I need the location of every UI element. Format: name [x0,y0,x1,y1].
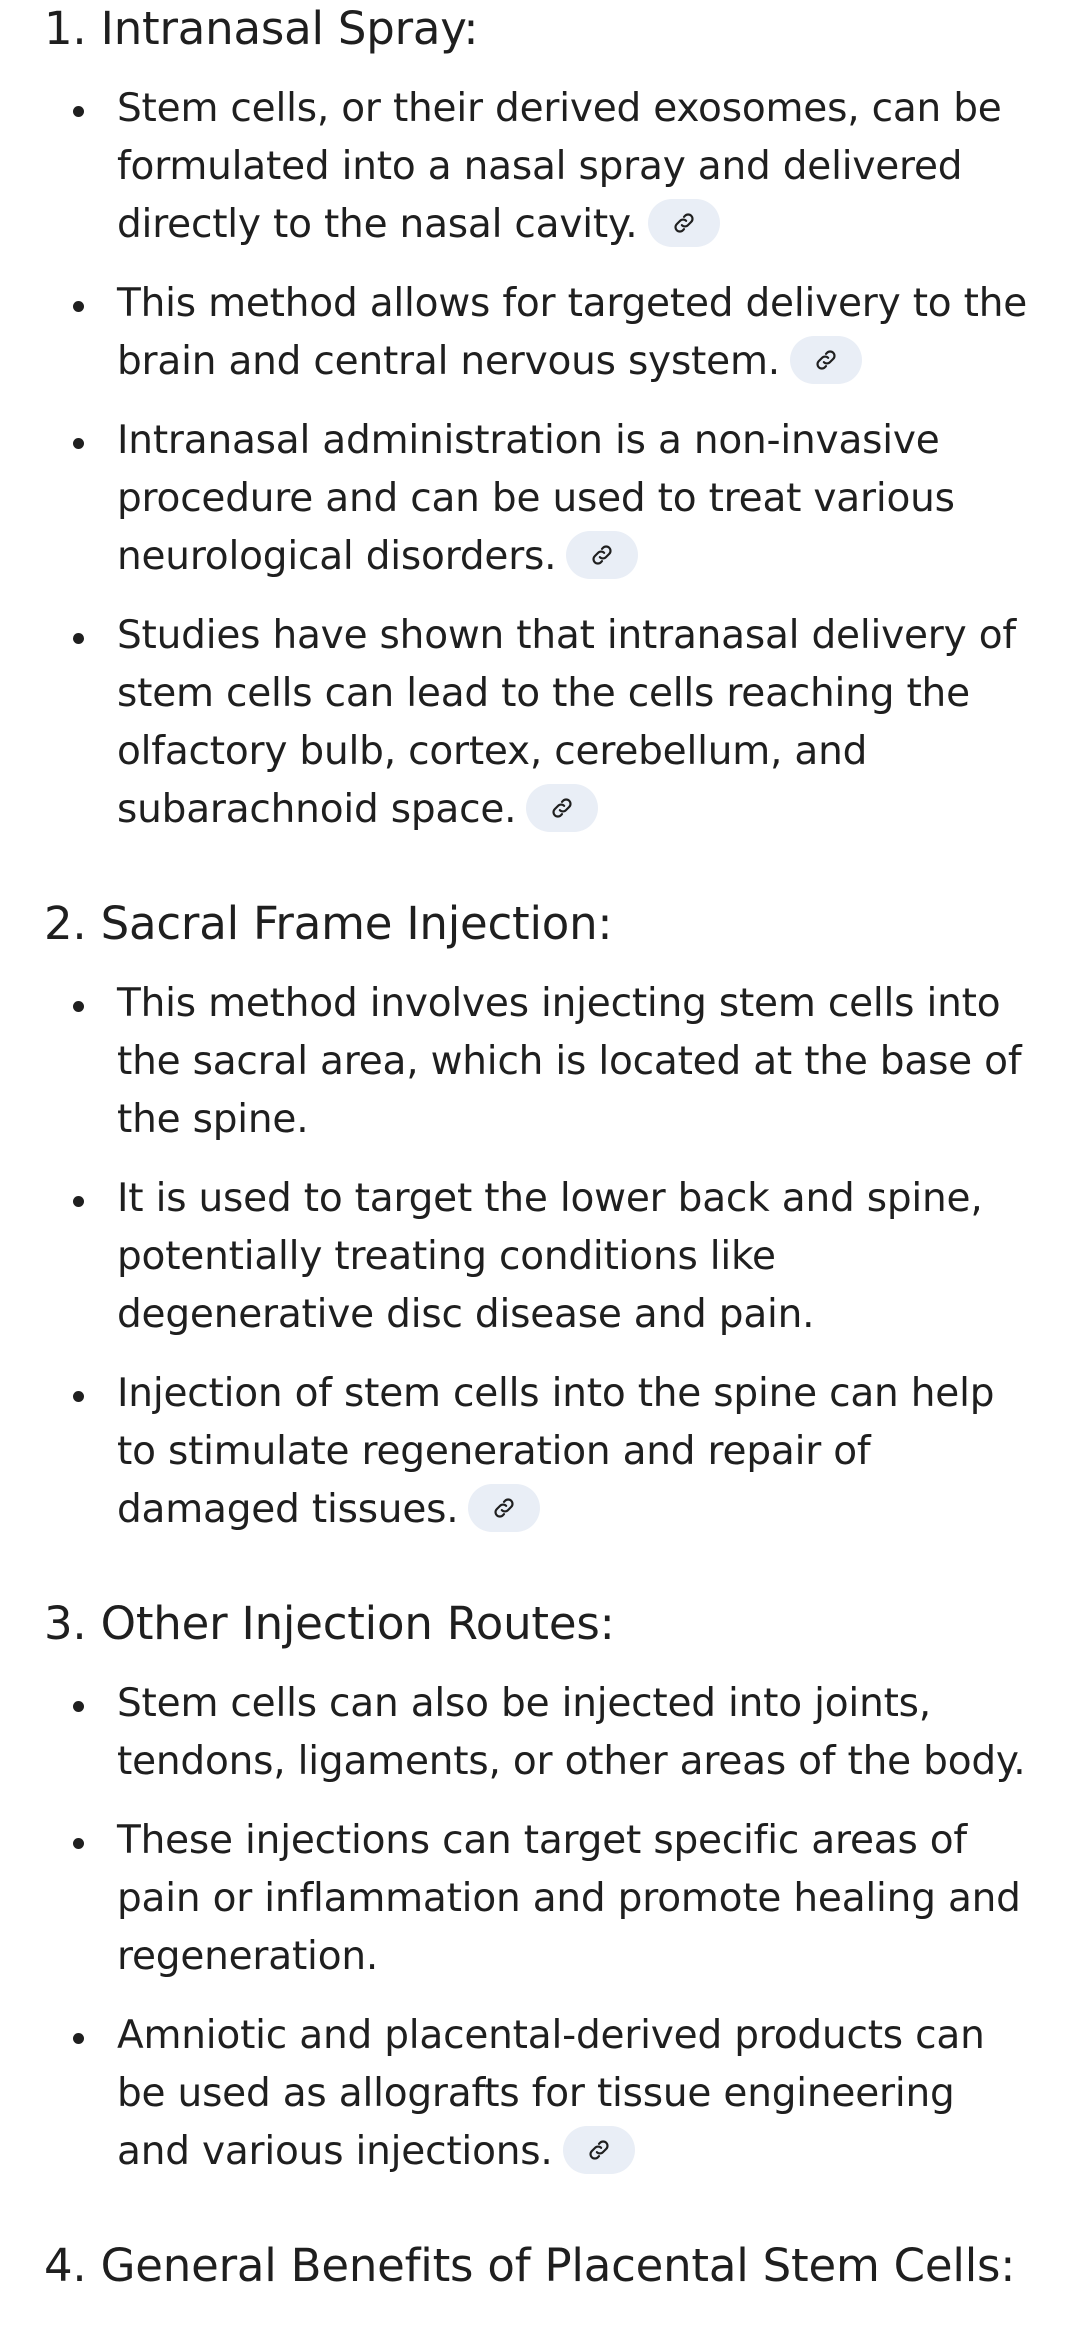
list-item-text: Studies have shown that intranasal delivery of stem cells can lead to the cells reaching the olfactory bulb, cortex, cerebellum, and subarachnoid space. [117,613,1016,832]
list-item-text: Stem cells can also be injected into joints, tendons, ligaments, or other areas of the body. [117,1681,1026,1784]
bullet-list [44,1675,1036,2181]
bullet-list [44,80,1036,839]
list-item-text: Injection of stem cells into the spine can help to stimulate regeneration and repair of damaged tissues. [117,1371,995,1532]
bullet-list [44,975,1036,1539]
section-title: 1. Intranasal Spray: [44,2,479,55]
list-item-text: Intranasal administration is a non-invasive procedure and can be used to treat various neurological disorders. [117,418,955,579]
link-icon [589,542,615,568]
section-sacral-frame-injection [44,895,1036,1539]
link-icon [671,210,697,236]
source-link-chip[interactable] [563,2126,635,2174]
list-item [44,1812,1036,1986]
list-item [44,607,1036,839]
list-item-text: It is used to target the lower back and spine, potentially treating conditions like degenerative disc disease and pain. [117,1176,983,1337]
list-item [44,412,1036,586]
list-item [44,1365,1036,1539]
list-item-text: Amniotic and placental-derived products can be used as allografts for tissue engineering and various injections. [117,2013,985,2174]
list-item-text: These injections can target specific areas of pain or inflammation and promote healing and regeneration. [117,1818,1021,1979]
list-item [44,2007,1036,2181]
list-item-text: This method involves injecting stem cells into the sacral area, which is located at the base of the spine. [117,981,1022,1142]
link-icon [549,795,575,821]
section-intranasal-spray [44,0,1036,839]
section-title: 2. Sacral Frame Injection: [44,897,613,950]
list-item [44,275,1036,391]
section-general-benefits [44,2237,1036,2295]
source-link-chip[interactable] [468,1484,540,1532]
source-link-chip[interactable] [790,336,862,384]
list-item [44,80,1036,254]
section-title: 3. Other Injection Routes: [44,1597,615,1650]
list-item [44,1675,1036,1791]
section-other-injection-routes [44,1595,1036,2181]
source-link-chip[interactable] [526,784,598,832]
source-link-chip[interactable] [566,531,638,579]
list-item [44,975,1036,1149]
section-title: 4. General Benefits of Placental Stem Cells: [44,2239,1016,2292]
link-icon [586,2137,612,2163]
list-item [44,1170,1036,1344]
link-icon [491,1495,517,1521]
source-link-chip[interactable] [648,199,720,247]
list-item-text: This method allows for targeted delivery to the brain and central nervous system. [117,281,1028,384]
list-item-text: Stem cells, or their derived exosomes, can be formulated into a nasal spray and delivered directly to the nasal cavity. [117,86,1002,247]
link-icon [813,347,839,373]
